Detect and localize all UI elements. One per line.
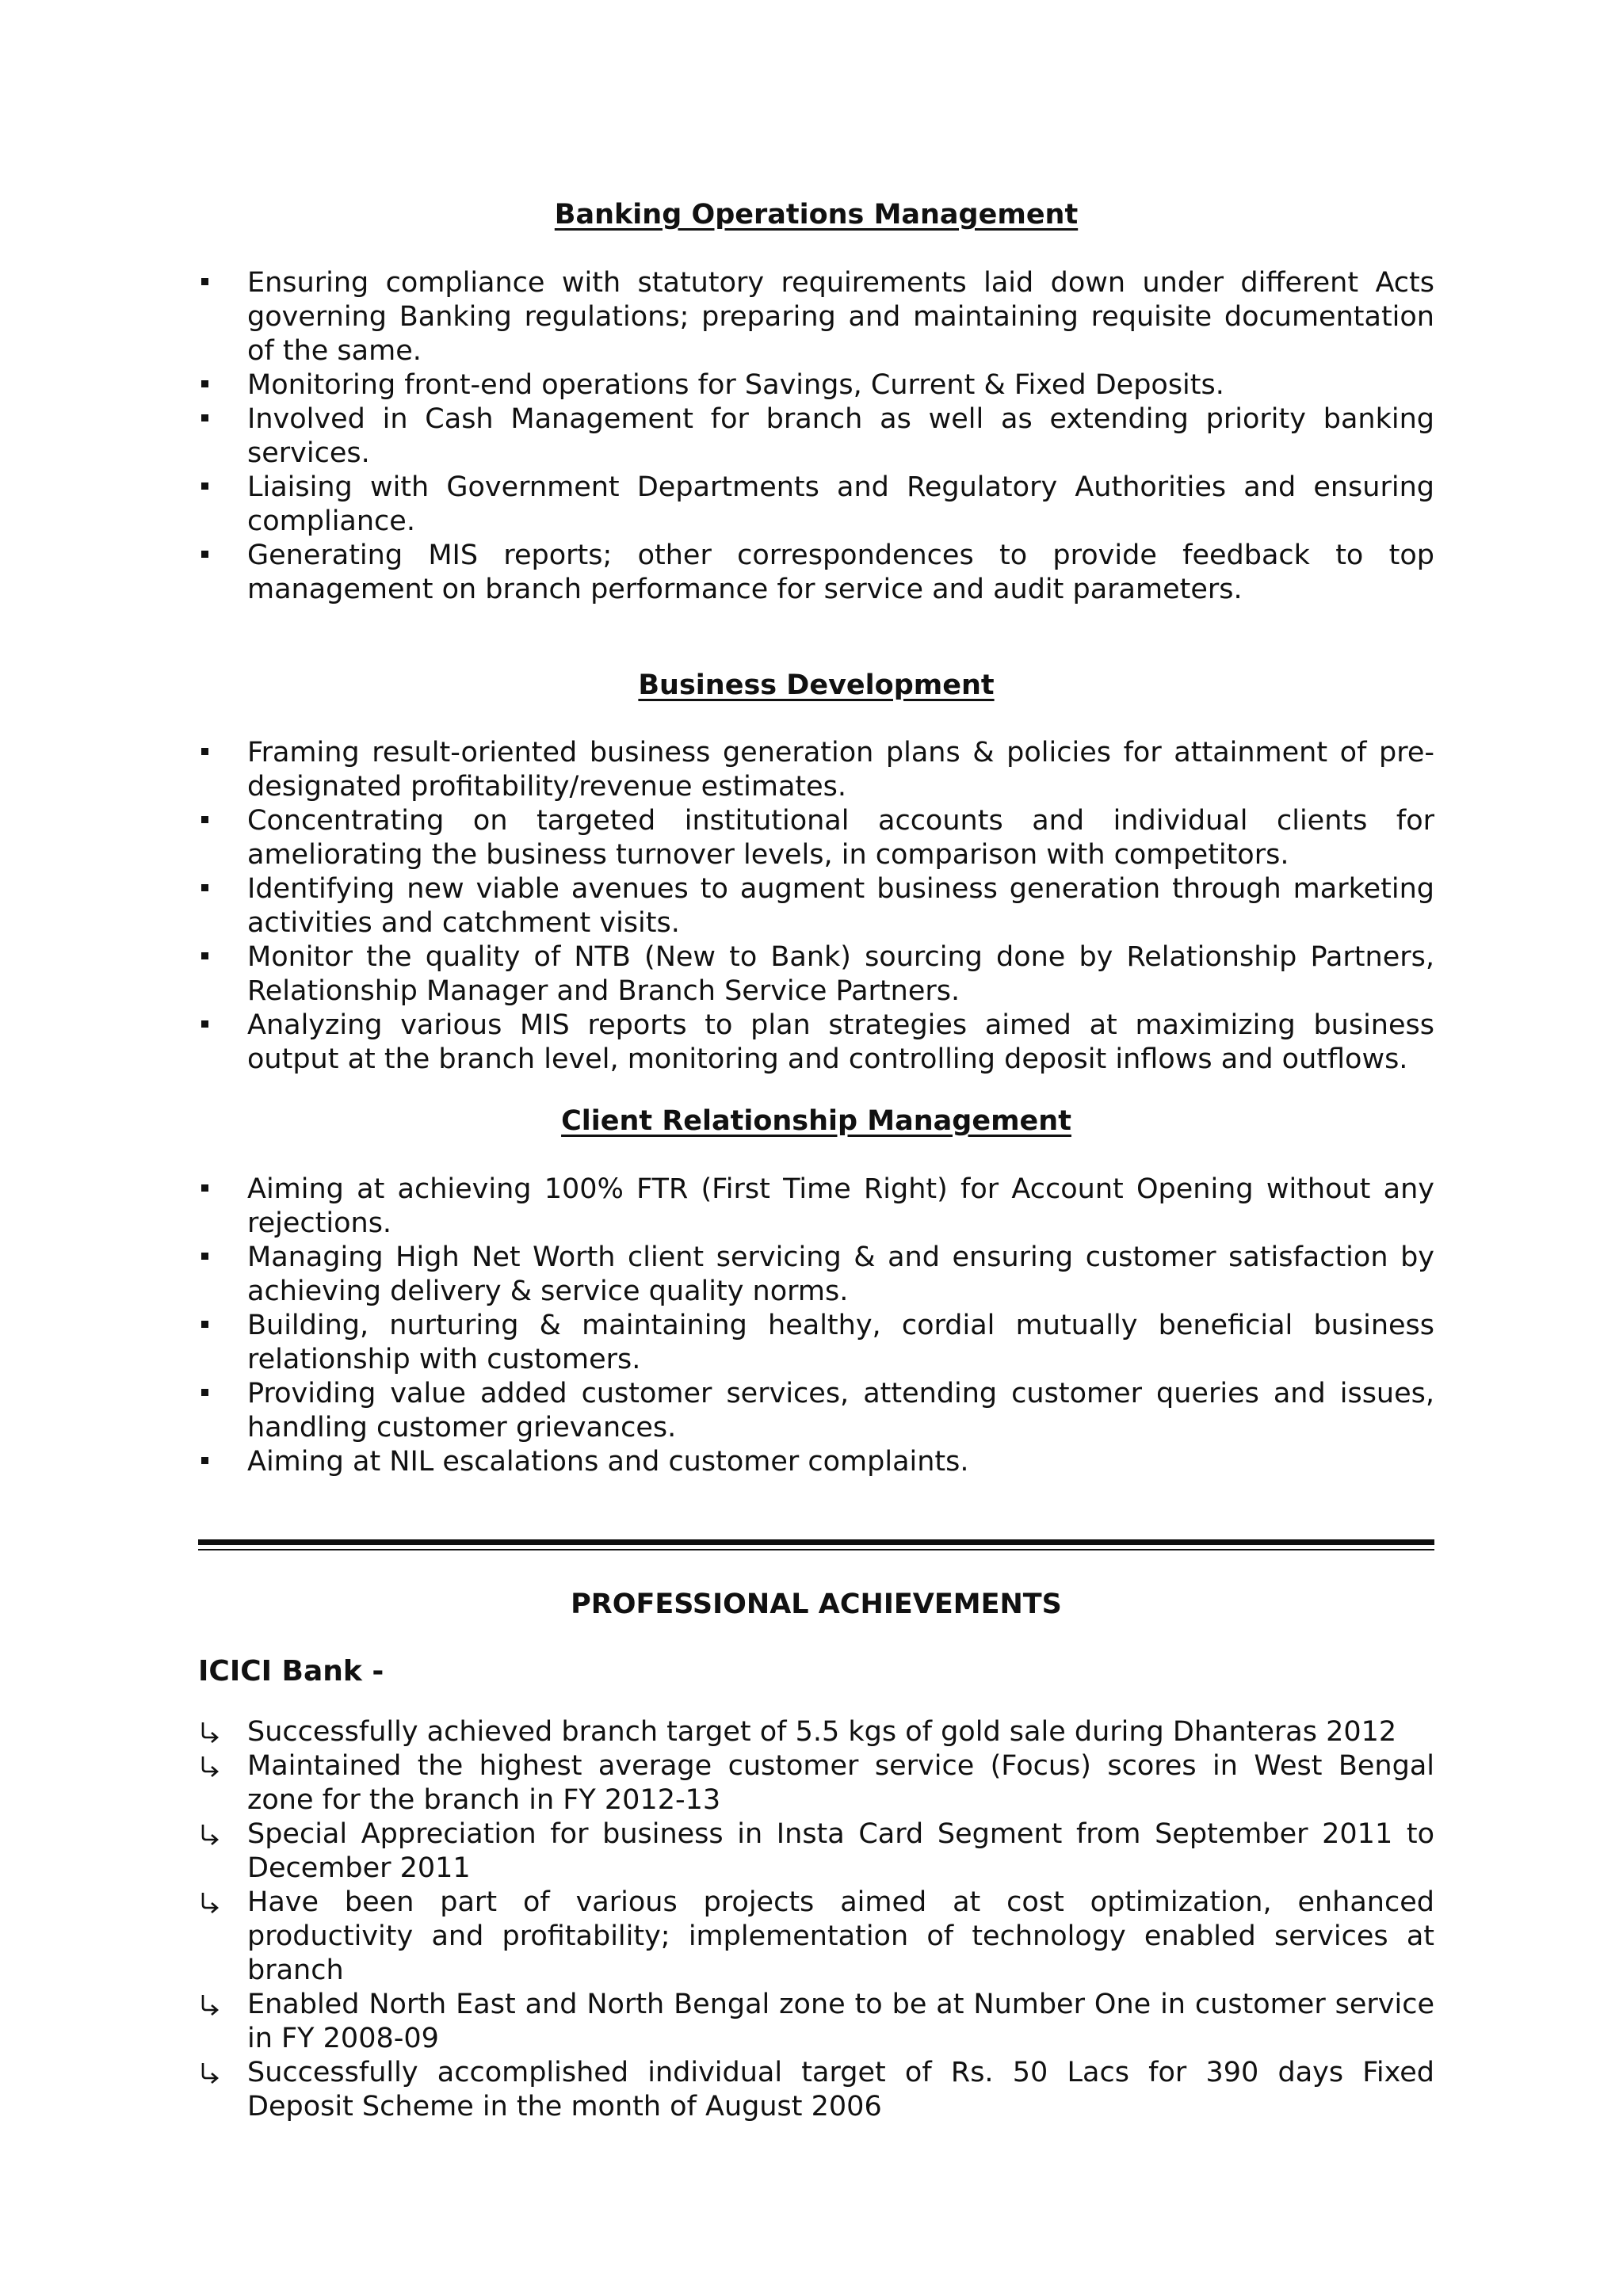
square-bullet-icon [201, 1020, 208, 1028]
professional-achievements-heading: PROFESSIONAL ACHIEVEMENTS [571, 1589, 1062, 1620]
square-bullet-icon [201, 1389, 208, 1396]
square-bullet-icon [201, 952, 208, 959]
section-divider-thin [198, 1549, 1434, 1550]
square-bullet-icon [201, 278, 208, 285]
list-item: Managing High Net Worth client servicing & and ensuring customer satisfaction by achieving delivery & service quality norms. [198, 1241, 1434, 1309]
business-development-heading: Business Development [638, 669, 995, 701]
list-item: Aiming at achieving 100% FTR (First Time Right) for Account Opening without any rejections. [198, 1173, 1434, 1241]
client-relationship-heading: Client Relationship Management [561, 1105, 1071, 1137]
list-item: Framing result-oriented business generation plans & policies for attainment of pre-designated profitability/revenue estimates. [198, 736, 1434, 804]
list-item: Successfully accomplished individual target of Rs. 50 Lacs for 390 days Fixed Deposit Scheme in the month of August 2006 [198, 2056, 1434, 2124]
list-item: Aiming at NIL escalations and customer complaints. [198, 1445, 1434, 1479]
banking-operations-heading: Banking Operations Management [554, 199, 1079, 231]
section-divider-thick [198, 1539, 1434, 1545]
curved-arrow-icon [198, 2056, 223, 2090]
company-name: ICICI Bank - [198, 1655, 384, 1688]
list-item: Building, nurturing & maintaining healthy, cordial mutually beneficial business relationship with customers. [198, 1309, 1434, 1377]
square-bullet-icon [201, 748, 208, 755]
list-item: Maintained the highest average customer service (Focus) scores in West Bengal zone for the branch in FY 2012-13 [198, 1749, 1434, 1817]
square-bullet-icon [201, 551, 208, 558]
square-bullet-icon [201, 380, 208, 387]
list-item: Identifying new viable avenues to augment business generation through marketing activities and catchment visits. [198, 872, 1434, 940]
list-item: Ensuring compliance with statutory requirements laid down under different Acts governing Banking regulations; preparing and maintaining requisite documentation of the same. [198, 266, 1434, 368]
square-bullet-icon [201, 816, 208, 823]
list-item: Providing value added customer services, attending customer queries and issues, handling customer grievances. [198, 1377, 1434, 1445]
curved-arrow-icon [198, 1817, 223, 1852]
list-item: Monitoring front-end operations for Savings, Current & Fixed Deposits. [198, 368, 1434, 402]
curved-arrow-icon [198, 1749, 223, 1783]
achievements-list [198, 1715, 1434, 2124]
square-bullet-icon [201, 482, 208, 490]
list-item: Have been part of various projects aimed at cost optimization, enhanced productivity and profitability; implementation of technology enabled services at branch [198, 1886, 1434, 1988]
square-bullet-icon [201, 414, 208, 421]
list-item: Special Appreciation for business in Insta Card Segment from September 2011 to December 2011 [198, 1817, 1434, 1886]
square-bullet-icon [201, 1457, 208, 1464]
list-item: Successfully achieved branch target of 5.5 kgs of gold sale during Dhanteras 2012 [198, 1715, 1434, 1749]
square-bullet-icon [201, 884, 208, 891]
list-item: Concentrating on targeted institutional accounts and individual clients for ameliorating the business turnover levels, in comparison with competitors. [198, 804, 1434, 872]
list-item: Generating MIS reports; other correspondences to provide feedback to top management on branch performance for service and audit parameters. [198, 539, 1434, 607]
list-item: Analyzing various MIS reports to plan strategies aimed at maximizing business output at the branch level, monitoring and controlling deposit inflows and outflows. [198, 1009, 1434, 1077]
list-item: Enabled North East and North Bengal zone to be at Number One in customer service in FY 2008-09 [198, 1988, 1434, 2056]
curved-arrow-icon [198, 1715, 223, 1749]
curved-arrow-icon [198, 1886, 223, 1920]
business-development-list [198, 736, 1434, 1077]
banking-operations-list [198, 266, 1434, 607]
square-bullet-icon [201, 1253, 208, 1260]
client-relationship-list [198, 1173, 1434, 1479]
list-item: Monitor the quality of NTB (New to Bank) sourcing done by Relationship Partners, Relationship Manager and Branch Service Partners. [198, 940, 1434, 1009]
curved-arrow-icon [198, 1988, 223, 2022]
list-item: Liaising with Government Departments and Regulatory Authorities and ensuring compliance. [198, 471, 1434, 539]
square-bullet-icon [201, 1184, 208, 1192]
square-bullet-icon [201, 1321, 208, 1328]
list-item: Involved in Cash Management for branch as well as extending priority banking services. [198, 402, 1434, 471]
